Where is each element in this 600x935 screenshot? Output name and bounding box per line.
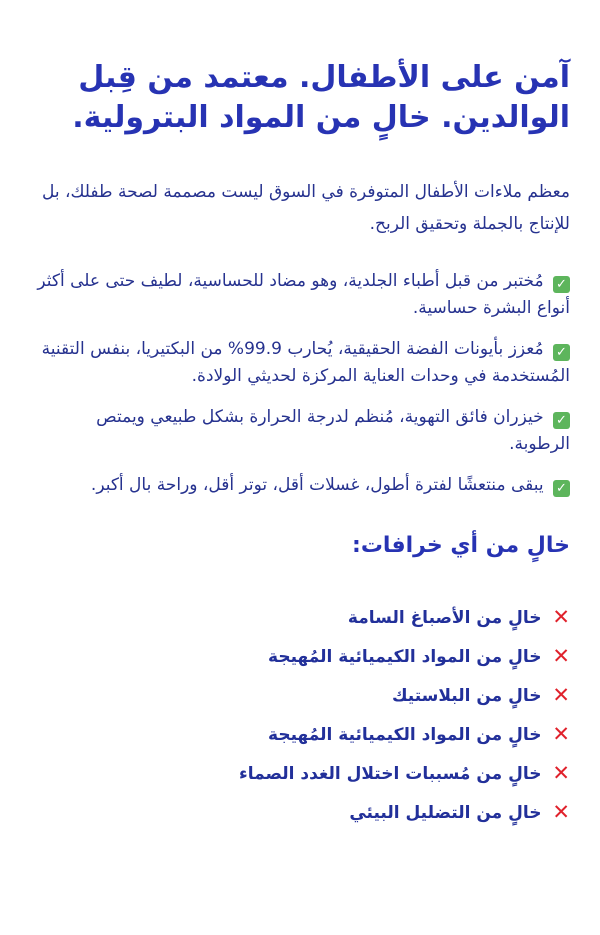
checkmark-icon: ✓ [553,412,570,429]
free-from-text: خالٍ من التضليل البيئي [349,803,542,823]
cross-icon: ✕ [552,644,570,668]
checkmark-icon: ✓ [553,344,570,361]
cross-icon: ✕ [552,722,570,746]
free-from-text: خالٍ من المواد الكيميائية المُهيجة [268,725,542,745]
checkmark-icon: ✓ [553,480,570,497]
checkmark-icon: ✓ [553,276,570,293]
benefit-item [30,472,570,499]
cross-icon: ✕ [552,800,570,824]
benefit-item [30,404,570,458]
benefit-text: مُختبر من قبل أطباء الجلدية، وهو مضاد للحساسية، لطيف حتى على أكثر أنواع البشرة حساسية. [37,271,570,318]
benefits-list [30,268,570,499]
free-from-item [30,722,570,747]
free-from-list [30,605,570,825]
benefit-item [30,336,570,390]
free-from-text: خالٍ من الأصباغ السامة [347,608,542,628]
cross-icon: ✕ [552,605,570,629]
free-from-heading: خالٍ من أي خرافات: [352,533,570,558]
benefit-text: يبقى منتعشًا لفترة أطول، غسلات أقل، توتر أقل، وراحة بال أكبر. [90,475,544,495]
free-from-item [30,605,570,630]
page-headline: آمن على الأطفال. معتمد من قِبل الوالدين. خالٍ من المواد البترولية. [72,60,570,135]
free-from-text: خالٍ من البلاستيك [391,686,542,706]
cross-icon: ✕ [552,683,570,707]
benefit-item [30,268,570,322]
free-from-item [30,683,570,708]
cross-icon: ✕ [552,761,570,785]
free-from-text: خالٍ من مُسببات اختلال الغدد الصماء [239,764,542,784]
free-from-item [30,761,570,786]
benefit-text: خيزران فائق التهوية، مُنظم لدرجة الحرارة بشكل طبيعي ويمتص الرطوبة. [96,407,570,454]
benefit-text: مُعزز بأيونات الفضة الحقيقية، يُحارب 99.9% من البكتيريا، بنفس التقنية المُستخدمة في وحدات العناية المركزة لحديثي الولادة. [41,339,570,386]
free-from-item [30,644,570,669]
free-from-item [30,800,570,825]
intro-paragraph: معظم ملاءات الأطفال المتوفرة في السوق ليست مصممة لصحة طفلك، بل للإنتاج بالجملة وتحقيق الربح. [41,182,570,234]
free-from-text: خالٍ من المواد الكيميائية المُهيجة [268,647,542,667]
